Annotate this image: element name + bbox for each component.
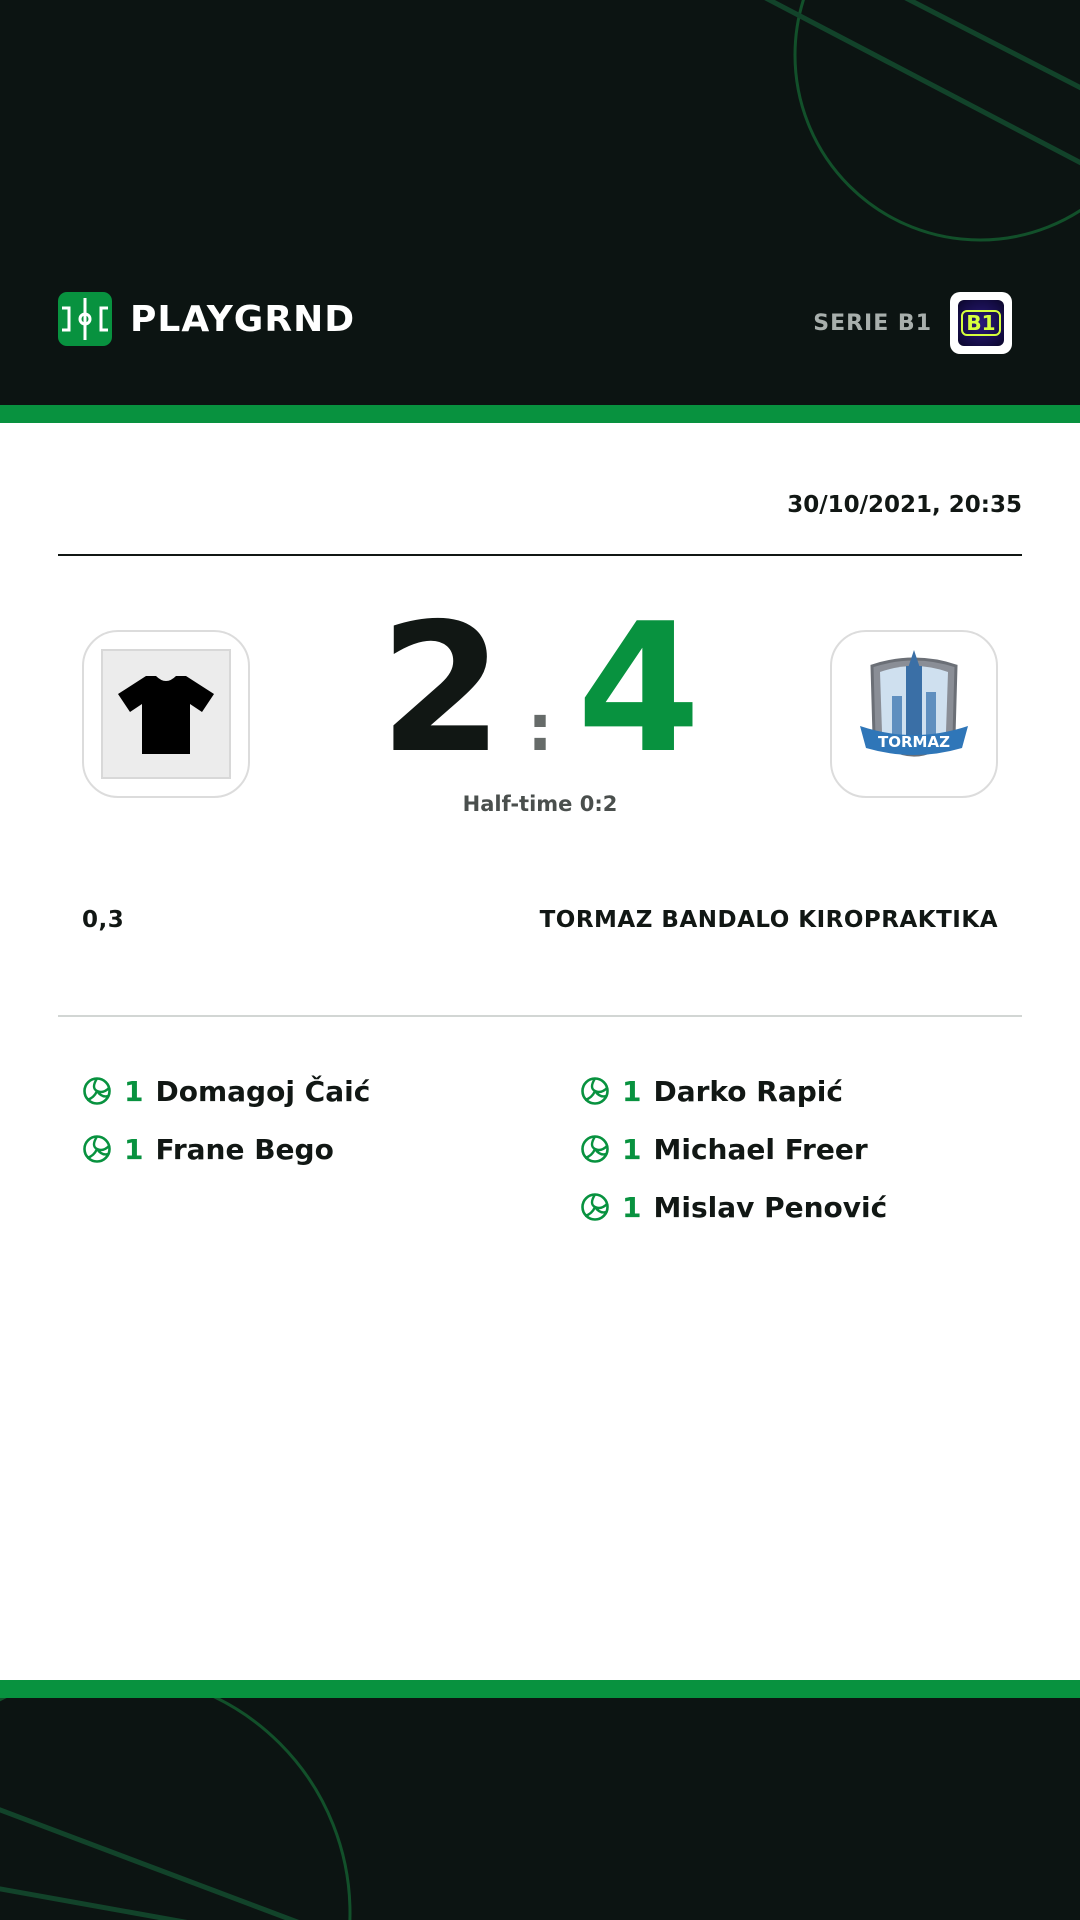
scorer-row <box>580 1120 887 1178</box>
tormaz-crest <box>854 644 974 784</box>
footer-banner <box>0 1698 1080 1920</box>
goal-count: 1 <box>622 1132 642 1166</box>
player-name[interactable]: Darko Rapić <box>653 1074 843 1108</box>
player-name[interactable]: Frane Bego <box>155 1132 334 1166</box>
header-accent-bar <box>0 405 1080 423</box>
header-banner <box>0 0 1080 405</box>
away-logo-text: TORMAZ <box>878 733 950 751</box>
scorer-row <box>82 1120 370 1178</box>
halftime-score: Half-time 0:2 <box>462 792 618 816</box>
goal-count: 1 <box>124 1074 144 1108</box>
scorer-row <box>82 1062 370 1120</box>
scorer-row <box>580 1178 887 1236</box>
player-name[interactable]: Michael Freer <box>653 1132 868 1166</box>
goal-count: 1 <box>124 1132 144 1166</box>
league-name: SERIE B1 <box>813 310 932 336</box>
divider <box>58 554 1022 556</box>
pitch-lines-decoration <box>0 1698 1080 1920</box>
volleyball-icon <box>580 1076 610 1106</box>
divider <box>58 1015 1022 1017</box>
pitch-icon <box>58 292 112 346</box>
player-name[interactable]: Domagoj Čaić <box>155 1074 371 1108</box>
league-info <box>813 292 1012 354</box>
match-datetime: 30/10/2021, 20:35 <box>787 492 1022 518</box>
away-team-name[interactable]: TORMAZ BANDALO KIROPRAKTIKA <box>539 907 998 933</box>
goal-count: 1 <box>622 1074 642 1108</box>
scorer-row <box>580 1062 887 1120</box>
player-name[interactable]: Mislav Penović <box>653 1190 888 1224</box>
score-separator: : <box>527 692 553 766</box>
league-badge <box>950 292 1012 354</box>
home-scorers <box>82 1062 370 1178</box>
footer-accent-bar <box>0 1680 1080 1698</box>
home-team-name[interactable]: 0,3 <box>82 907 125 933</box>
goal-count: 1 <box>622 1190 642 1224</box>
league-badge-text: B1 <box>961 310 1000 336</box>
away-score: 4 <box>576 585 701 792</box>
volleyball-icon <box>580 1134 610 1164</box>
volleyball-icon <box>580 1192 610 1222</box>
volleyball-icon <box>82 1076 112 1106</box>
home-score: 2 <box>379 585 504 792</box>
league-logo-icon <box>958 300 1004 346</box>
away-team-logo <box>830 630 998 798</box>
away-scorers <box>580 1062 887 1236</box>
volleyball-icon <box>82 1134 112 1164</box>
brand-name: PLAYGRND <box>130 298 356 340</box>
brand[interactable] <box>58 292 355 346</box>
